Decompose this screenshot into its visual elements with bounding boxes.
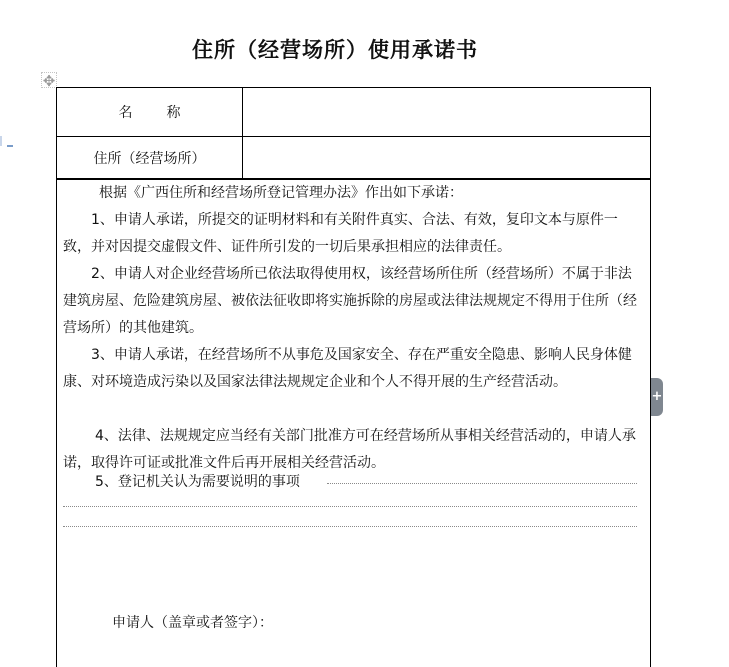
table-row-name	[57, 88, 650, 137]
commitment-1: 1、申请人承诺，所提交的证明材料和有关附件真实、合法、有效，复印文本与原件一致，并对因提交虚假文件、证件所引发的一切后果承担相应的法律责任。	[63, 212, 618, 255]
fill-in-line[interactable]	[63, 526, 637, 527]
address-label-cell: 住所（经营场所）	[57, 137, 243, 178]
commitment-5: 5、登记机关认为需要说明的事项	[95, 474, 300, 490]
margin-marker	[0, 136, 2, 146]
signature-label: 申请人（盖章或者签字）：	[112, 615, 273, 631]
name-value-cell[interactable]	[243, 88, 650, 136]
info-table	[56, 87, 651, 180]
fill-in-line[interactable]	[327, 483, 637, 484]
margin-tick	[7, 142, 13, 147]
commitment-2: 2、申请人对企业经营场所已依法取得使用权，该经营场所住所（经营场所）不属于非法建筑房屋、危险建筑房屋、被依法征收即将实施拆除的房屋或法律法规规定不得用于住所（经营场所）的其他建筑。	[63, 266, 637, 336]
commitment-3: 3、申请人承诺，在经营场所不从事危及国家安全、存在严重安全隐患、影响人民身体健康、对环境造成污染以及国家法律法规规定企业和个人不得开展的生产经营活动。	[63, 347, 632, 390]
name-label-part2: 称	[166, 105, 181, 121]
commitment-body[interactable]	[56, 178, 651, 667]
plus-icon[interactable]: +	[651, 378, 663, 416]
document-title: 住所（经营场所）使用承诺书	[192, 38, 478, 62]
table-row-address	[57, 137, 650, 179]
address-value-cell[interactable]	[243, 137, 650, 178]
name-label-part1: 名	[118, 105, 133, 121]
move-icon[interactable]: ✥	[42, 72, 56, 90]
commitment-4: 4、法律、法规规定应当经有关部门批准方可在经营场所从事相关经营活动的，申请人承诺，取得许可证或批准文件后再开展相关经营活动。	[63, 428, 636, 471]
intro-paragraph: 根据《广西住所和经营场所登记管理办法》作出如下承诺：	[99, 185, 463, 201]
fill-in-line[interactable]	[63, 506, 637, 507]
name-label-cell	[57, 88, 243, 136]
